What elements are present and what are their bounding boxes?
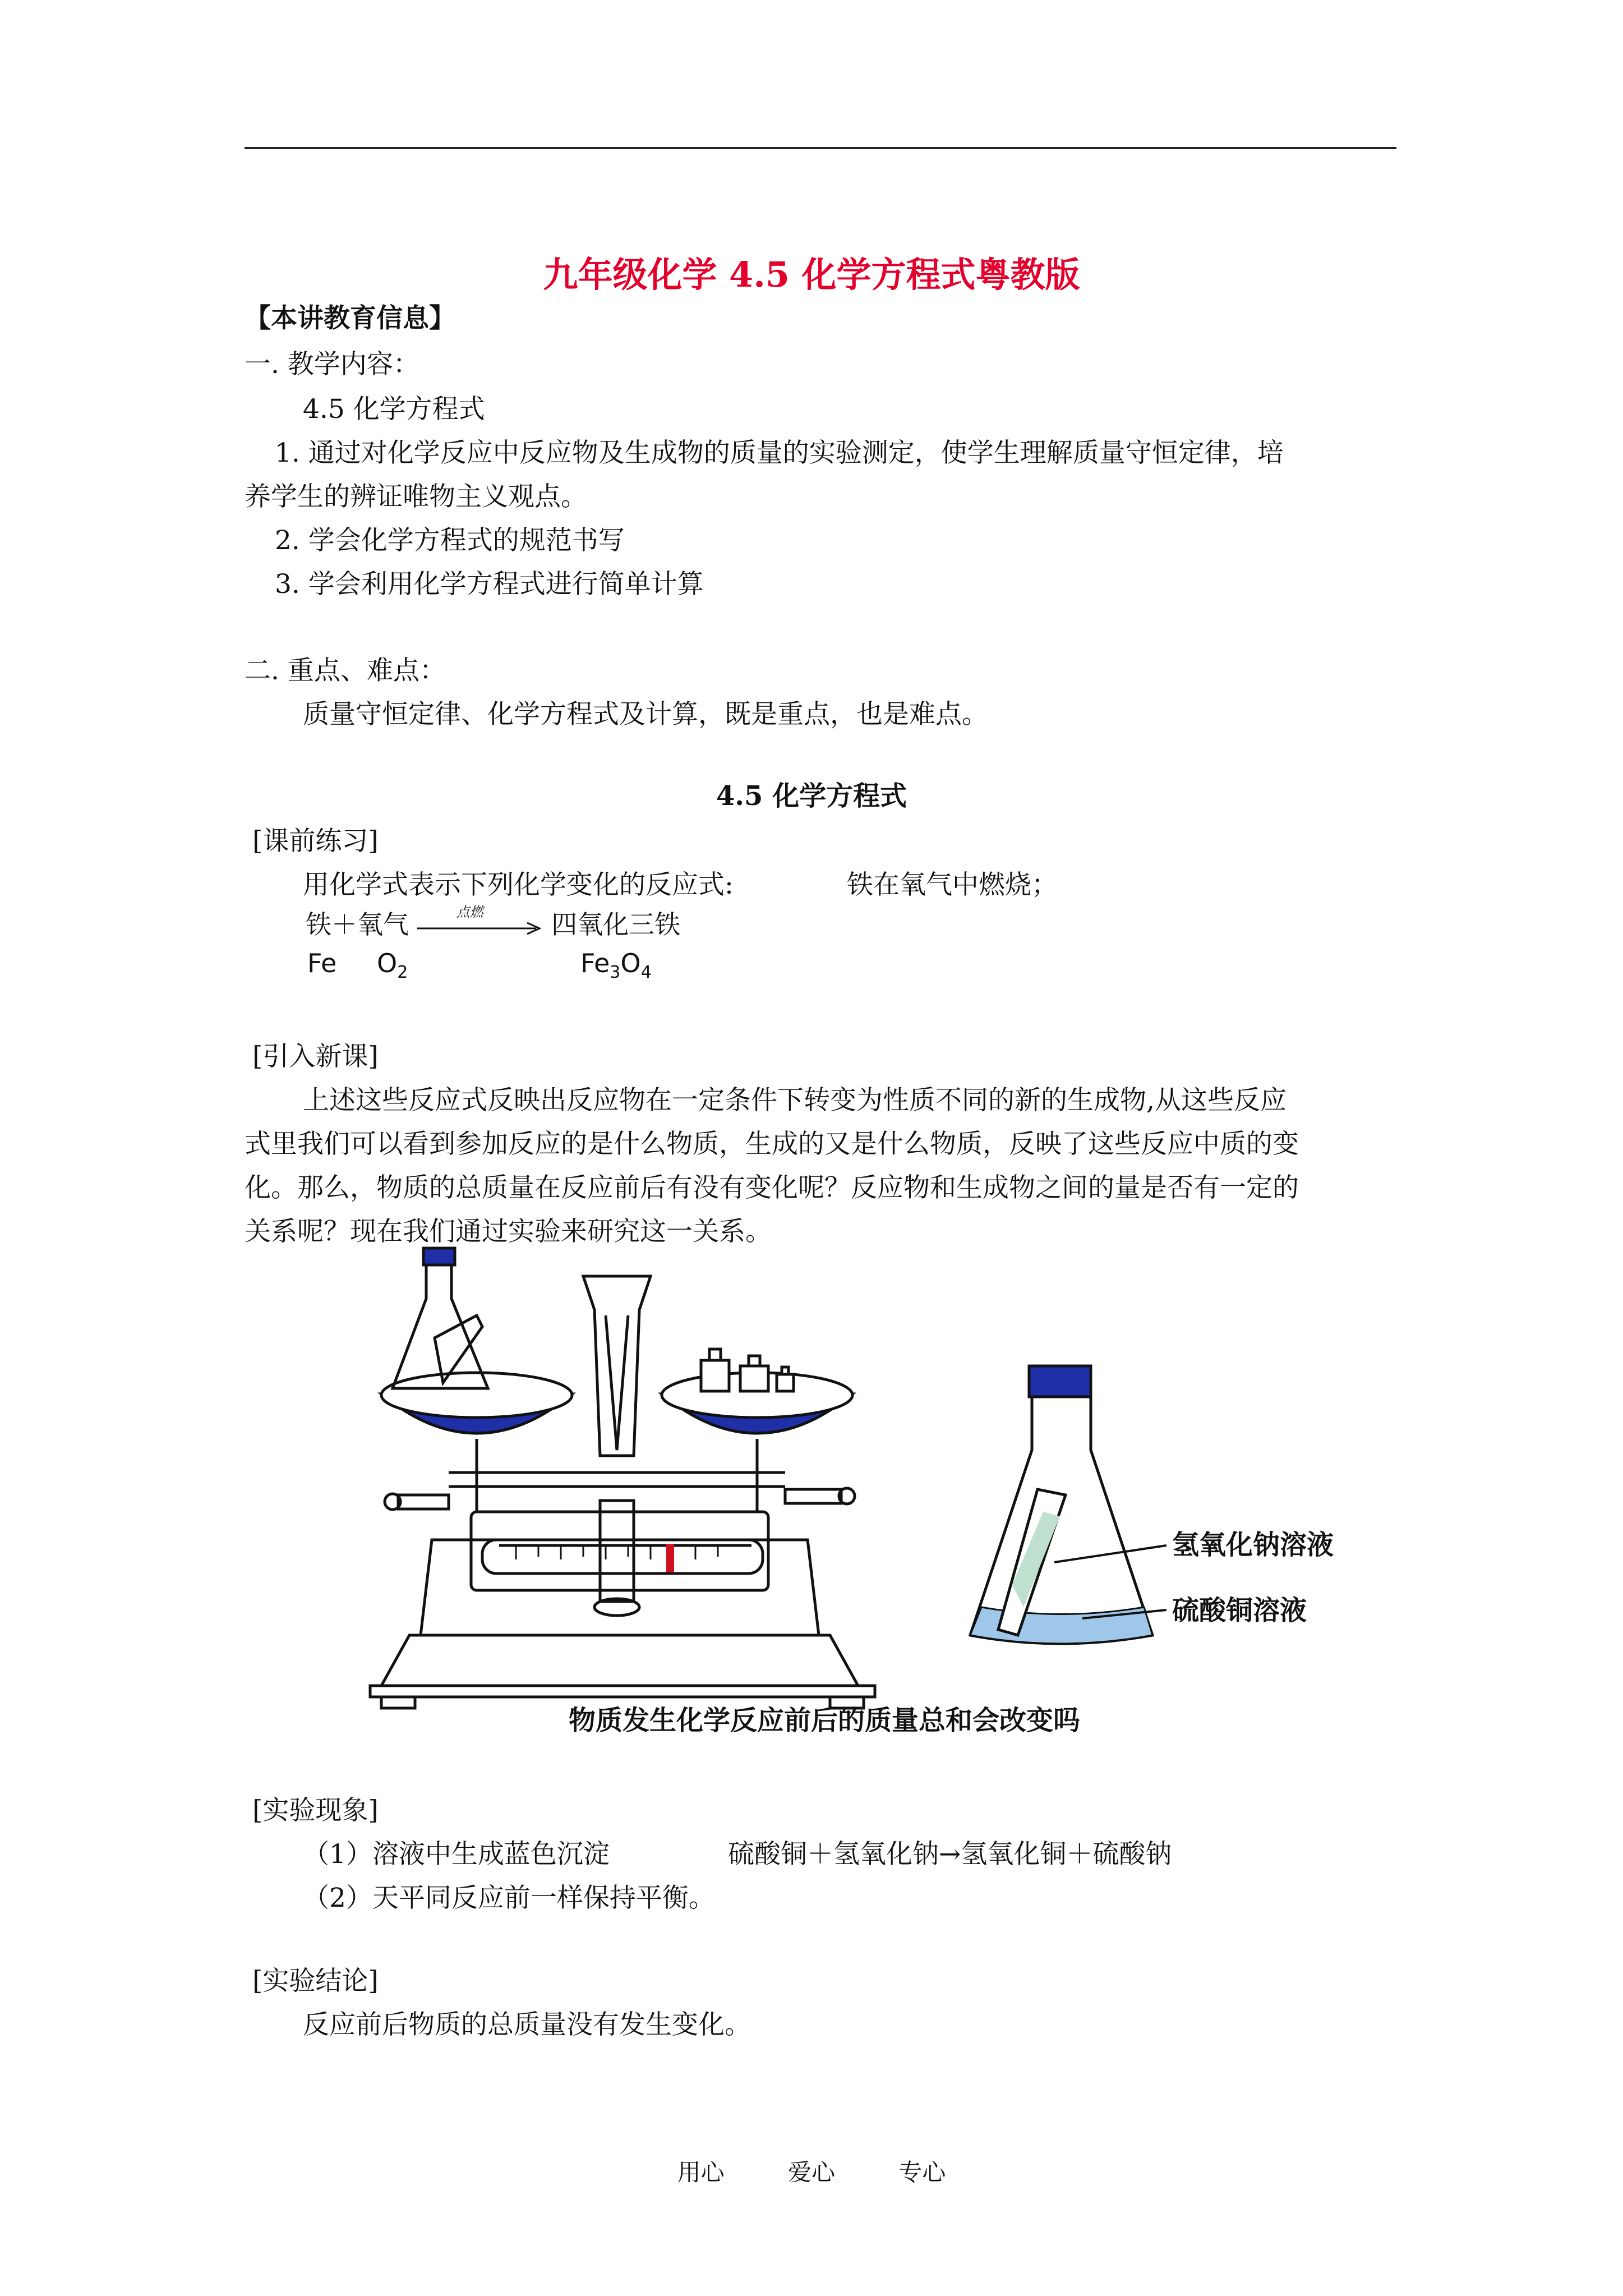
footer-item-3: 专心 xyxy=(898,2159,946,2186)
section1-item2: 2. 学会化学方程式的规范书写 xyxy=(275,525,625,556)
intro-line1: 上述这些反应式反映出反应物在一定条件下转变为性质不同的新的生成物,从这些反应 xyxy=(303,1085,1287,1116)
balance-illustration xyxy=(370,1276,875,1708)
intro-line2: 式里我们可以看到参加反应的是什么物质，生成的又是什么物质，反映了这些反应中质的变 xyxy=(245,1129,1299,1159)
practice-text: 用化学式表示下列化学变化的反应式: xyxy=(303,869,734,900)
intro-line3: 化。那么，物质的总质量在反应前后有没有变化呢？反应物和生成物之间的量是否有一定的 xyxy=(245,1172,1299,1203)
section2-text: 质量守恒定律、化学方程式及计算，既是重点，也是难点。 xyxy=(303,699,988,730)
page-footer xyxy=(0,2154,1623,2188)
fe3o4-o: O xyxy=(620,948,641,978)
balance-experiment-figure xyxy=(336,1248,1334,1736)
label-cuso4-solution: 硫酸铜溶液 xyxy=(1172,1595,1307,1626)
phenomenon-item1: （1）溶液中生成蓝色沉淀 xyxy=(303,1839,610,1870)
conclusion-label: [实验结论] xyxy=(252,1966,379,1996)
phenomenon-item1-equation: 硫酸铜＋氢氧化钠→氢氧化铜＋硫酸钠 xyxy=(728,1839,1172,1870)
equation-reactants: 铁＋氧气 xyxy=(306,909,409,940)
conical-flask xyxy=(970,1366,1166,1644)
header-rule xyxy=(245,147,1396,149)
flask-on-pan xyxy=(393,1248,488,1388)
fe3o4-sub3: 3 xyxy=(610,963,621,983)
fe3o4-sub4: 4 xyxy=(640,963,652,983)
section1-topic: 4.5 化学方程式 xyxy=(303,394,485,425)
weights xyxy=(701,1349,794,1391)
footer-item-2: 爱心 xyxy=(787,2159,835,2186)
formula-o2 xyxy=(377,948,408,982)
o2-subscript: 2 xyxy=(397,963,408,983)
intro-line4: 关系呢？现在我们通过实验来研究这一关系。 xyxy=(245,1216,772,1247)
section-heading-equation: 4.5 化学方程式 xyxy=(716,780,907,812)
fe3o4-fe: Fe xyxy=(580,948,610,978)
conclusion-text: 反应前后物质的总质量没有发生变化。 xyxy=(303,2009,751,2040)
section1-heading: 一. 教学内容： xyxy=(245,349,419,380)
figure-caption: 物质发生化学反应前后的质量总和会改变吗 xyxy=(568,1705,1081,1736)
phenomenon-item2: （2）天平同反应前一样保持平衡。 xyxy=(303,1883,715,1913)
o2-symbol: O xyxy=(377,948,398,978)
practice-label: [课前练习] xyxy=(252,826,379,857)
info-header: 【本讲教育信息】 xyxy=(245,303,455,334)
reaction-arrow xyxy=(417,904,543,938)
formula-fe3o4 xyxy=(580,948,652,982)
intro-label: [引入新课] xyxy=(252,1041,379,1072)
label-naoh-solution: 氢氧化钠溶液 xyxy=(1172,1529,1334,1561)
arrow-icon xyxy=(417,920,543,937)
formula-fe: Fe xyxy=(307,948,337,978)
section1-item3: 3. 学会利用化学方程式进行简单计算 xyxy=(275,569,704,600)
phenomenon-label: [实验现象] xyxy=(252,1795,379,1826)
reaction-condition: 点燃 xyxy=(456,904,483,920)
word-equation xyxy=(306,904,680,941)
section1-item1-line2: 养学生的辨证唯物主义观点。 xyxy=(245,481,587,512)
page-title: 九年级化学 4.5 化学方程式粤教版 xyxy=(543,254,1080,295)
scale-marker xyxy=(666,1544,674,1572)
section1-item1-line1: 1. 通过对化学反应中反应物及生成物的质量的实验测定，使学生理解质量守恒定律，培 xyxy=(275,438,1284,468)
practice-text2: 铁在氧气中燃烧； xyxy=(847,869,1058,900)
footer-item-1: 用心 xyxy=(677,2159,725,2186)
section2-heading: 二. 重点、难点： xyxy=(245,655,446,686)
equation-products: 四氧化三铁 xyxy=(551,909,681,940)
